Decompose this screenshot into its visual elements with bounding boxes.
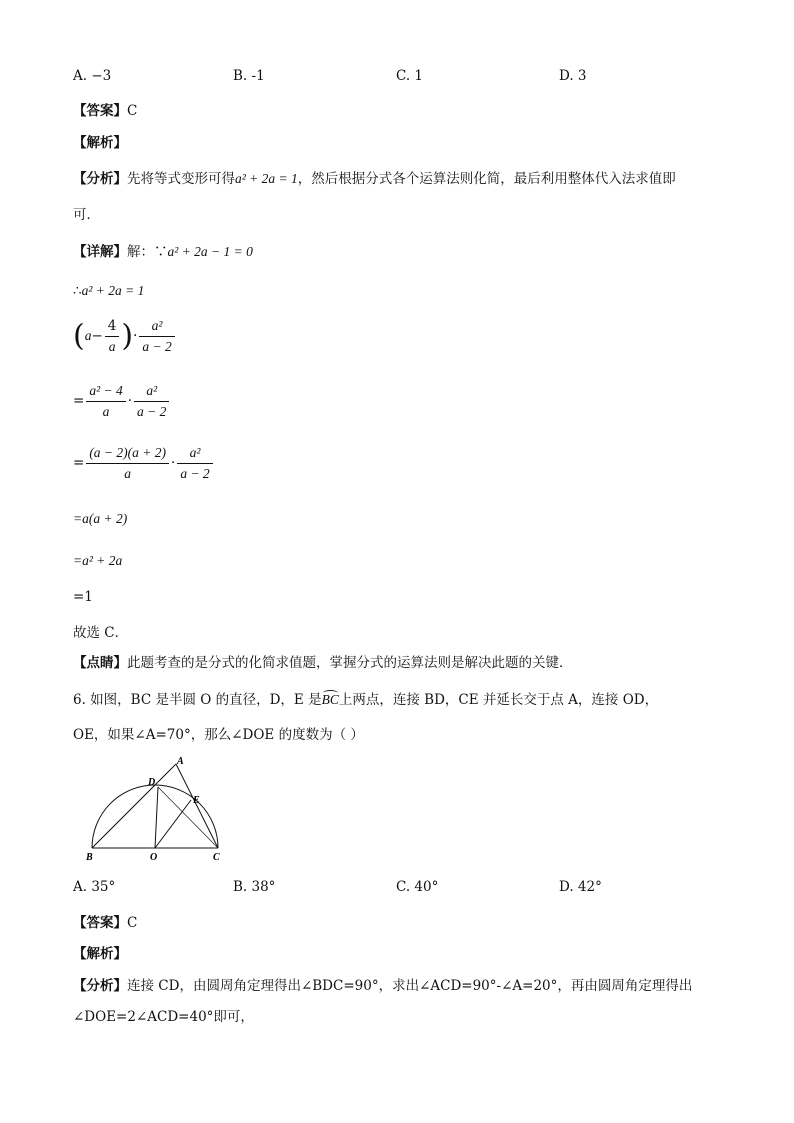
q5-line5: =a² + 2a: [73, 553, 123, 568]
q5-option-a: A. −3: [73, 68, 112, 84]
line2-num2: a²: [134, 383, 169, 402]
q6-answer-line: [73, 911, 137, 931]
label-d: D: [148, 777, 156, 788]
q5-option-c: C. 1: [396, 68, 424, 84]
q5-option-d: D. 3: [559, 68, 587, 84]
q6-stem-line2: OE，如果∠A=70°，那么∠DOE 的度数为（ ）: [73, 727, 364, 743]
q5-fenxi-line2: 可．: [73, 207, 100, 223]
line2-num: a² − 4: [86, 383, 125, 402]
detail-tag: 【详解】: [73, 244, 127, 260]
label-o: O: [150, 852, 158, 863]
line-dc: [158, 787, 218, 848]
q5-answer-line: [73, 99, 137, 119]
right-paren: ): [121, 318, 134, 354]
line2-den2: a − 2: [137, 404, 167, 419]
q5-line2: [73, 383, 171, 420]
eq-sign: =: [73, 393, 85, 409]
q5-expression: [73, 318, 177, 355]
q6-option-a: A. 35°: [73, 879, 116, 895]
label-a: A: [177, 756, 184, 767]
answer-tag: 【答案】: [73, 103, 127, 119]
q5-line6: =1: [73, 589, 93, 605]
q5-fenxi-line1: [73, 167, 676, 187]
expr-a: a: [84, 328, 92, 343]
q5-detail-line: [73, 240, 253, 260]
q5-choose: 故选 C．: [73, 625, 129, 641]
because-symbol: ∵: [154, 244, 168, 260]
q5-step-a: [73, 283, 144, 299]
expr-frac-2: [139, 318, 174, 355]
fenxi-text-1: 先将等式变形可得: [127, 171, 235, 187]
expr-frac-2-den: a − 2: [142, 339, 172, 354]
fenxi-tag: 【分析】: [73, 171, 127, 187]
expr-frac-1-num: 4: [105, 318, 120, 337]
q5-option-b: B. -1: [233, 68, 265, 84]
q6-option-c: C. 40°: [396, 879, 439, 895]
line3-num: (a − 2)(a + 2): [86, 445, 169, 464]
eq-sign: =: [73, 455, 85, 471]
line-ca: [176, 764, 218, 848]
q6-stem-1b: 上两点，连接 BD，CE 并延长交于点 A，连接 OD，: [338, 692, 659, 708]
expr-frac-2-num: a²: [139, 318, 174, 337]
points-text: 此题考查的是分式的化简求值题，掌握分式的运算法则是解决此题的关键．: [127, 655, 573, 671]
line3-den2: a − 2: [180, 466, 210, 481]
left-paren: (: [73, 318, 85, 354]
arc-bc: BC: [321, 692, 339, 707]
q6-analysis-tag: 【解析】: [73, 946, 127, 962]
given-equation: a² + 2a − 1 = 0: [167, 244, 253, 259]
q5-points-line: [73, 651, 573, 671]
answer-value: C: [127, 103, 138, 119]
therefore-symbol: ∴: [73, 283, 82, 299]
answer-value: C: [127, 915, 138, 931]
line-ba: [92, 764, 176, 848]
dot: ·: [133, 328, 138, 344]
fenxi-tag: 【分析】: [73, 978, 127, 994]
line2-frac-2: [134, 383, 169, 420]
step-a-equation: a² + 2a = 1: [81, 283, 145, 298]
points-tag: 【点睛】: [73, 655, 127, 671]
q6-stem-1a: 6. 如图，BC 是半圆 O 的直径，D，E 是: [73, 692, 322, 708]
q5-line4: =a(a + 2): [73, 511, 128, 526]
dot: ·: [127, 393, 133, 409]
label-e: E: [193, 795, 200, 806]
answer-tag: 【答案】: [73, 915, 127, 931]
expr-frac-1: [105, 318, 120, 355]
q6-fenxi-line1: [73, 974, 692, 994]
semicircle-figure: [80, 754, 230, 866]
q6-option-b: B. 38°: [233, 879, 276, 895]
fenxi-text-1: 连接 CD，由圆周角定理得出∠BDC=90°，求出∠ACD=90°-∠A=20°，再由圆周角定理得出: [127, 978, 693, 994]
q6-stem-line1: [73, 688, 658, 708]
q6-fenxi-line2: ∠DOE=2∠ACD=40°即可，: [73, 1009, 254, 1025]
line2-den: a: [102, 404, 110, 419]
line3-frac-2: [177, 445, 212, 482]
dot: ·: [171, 455, 176, 471]
expr-frac-1-den: a: [108, 339, 116, 354]
q5-analysis-tag: 【解析】: [73, 135, 127, 151]
label-b: B: [86, 852, 93, 863]
line3-den: a: [124, 466, 132, 481]
line3-num2: a²: [177, 445, 212, 464]
line-od: [155, 787, 158, 848]
line3-frac-1: [86, 445, 169, 482]
q5-line3: [73, 445, 215, 482]
detail-text: 解：: [127, 244, 154, 260]
fenxi-text-2: ，然后根据分式各个运算法则化简，最后利用整体代入法求值即: [297, 171, 676, 187]
line2-frac-1: [86, 383, 125, 420]
line-oe: [155, 800, 191, 848]
q6-option-d: D. 42°: [559, 879, 602, 895]
fenxi-math: a² + 2a = 1: [235, 171, 298, 186]
expr-minus: −: [91, 328, 103, 344]
label-c: C: [213, 852, 220, 863]
